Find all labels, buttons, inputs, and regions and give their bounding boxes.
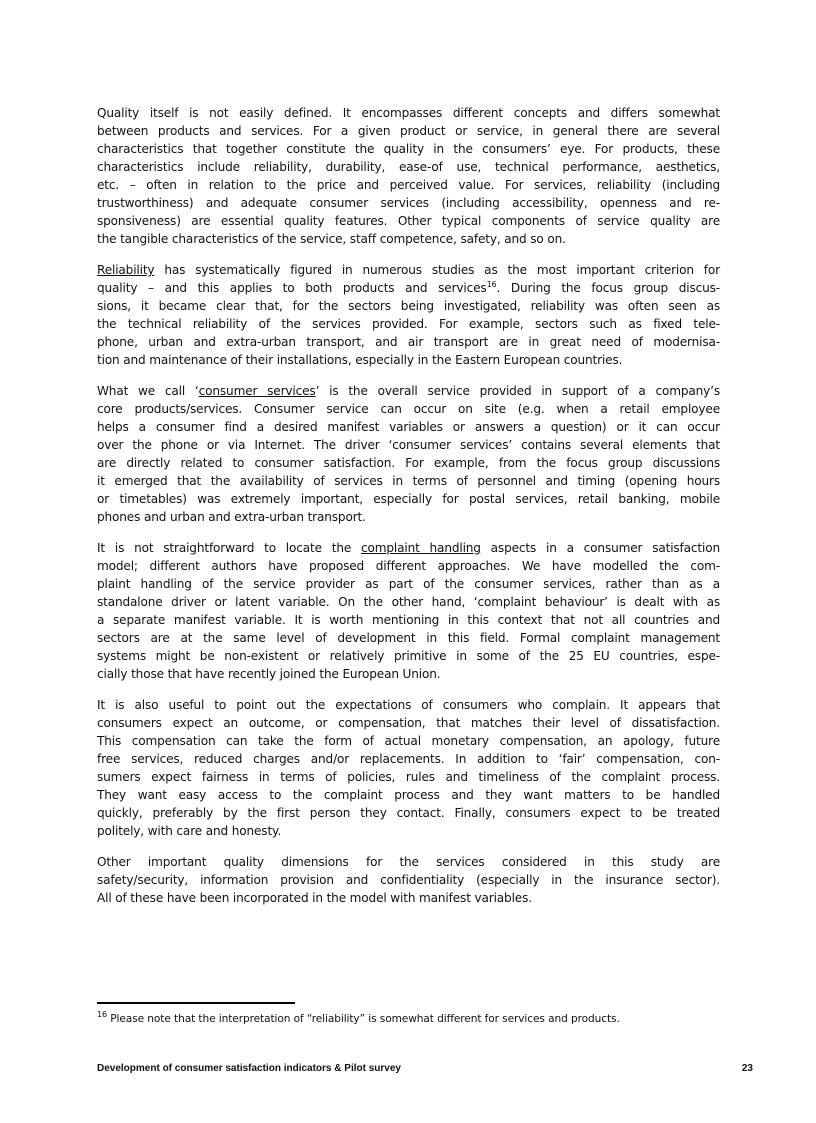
text-segment: tion and maintenance of their installations, especially in the Eastern European countries.	[97, 353, 623, 367]
text-line	[97, 822, 720, 840]
text-line	[97, 194, 720, 212]
text-segment: or timetables) was extremely important, especially for postal services, retail banking, mobile	[97, 492, 720, 506]
text-segment: model; different authors have proposed different approaches. We have modelled the com-	[97, 559, 720, 573]
text-segment: Other important quality dimensions for the services considered in this study are	[97, 855, 720, 869]
text-segment: etc. – often in relation to the price and perceived value. For services, reliability (including	[97, 178, 720, 192]
text-segment: sponsiveness) are essential quality features. Other typical components of service quality are	[97, 214, 720, 228]
text-segment: . During the focus group discus-	[496, 281, 720, 295]
footnote-reference: 16	[486, 280, 497, 289]
text-segment: All of these have been incorporated in the model with manifest variables.	[97, 891, 532, 905]
text-line	[97, 212, 720, 230]
text-line	[97, 750, 720, 768]
text-line	[97, 853, 720, 871]
text-line	[97, 230, 720, 248]
text-line	[97, 104, 720, 122]
text-line	[97, 786, 720, 804]
text-line	[97, 400, 720, 418]
text-line	[97, 297, 720, 315]
text-line	[97, 140, 720, 158]
text-segment: systems might be non-existent or relatively primitive in some of the 25 EU countries, espe-	[97, 649, 720, 663]
underlined-term: consumer services	[198, 384, 316, 398]
footnote-text: Please note that the interpretation of “reliability” is somewhat different for services and products.	[106, 1013, 620, 1025]
text-line	[97, 315, 720, 333]
text-segment: the technical reliability of the services provided. For example, sectors such as fixed tele-	[97, 317, 720, 331]
text-segment: are directly related to consumer satisfaction. For example, from the focus group discussions	[97, 456, 720, 470]
text-segment: It is not straightforward to locate the	[97, 541, 361, 555]
text-segment: aspects in a consumer satisfaction	[480, 541, 720, 555]
text-segment: ’ is the overall service provided in support of a company’s	[315, 384, 721, 398]
text-segment: free services, reduced charges and/or replacements. In addition to ‘fair’ compensation, con-	[97, 752, 720, 766]
text-line	[97, 261, 720, 279]
text-line	[97, 732, 720, 750]
text-line	[97, 714, 720, 732]
text-line	[97, 158, 720, 176]
text-segment: They want easy access to the complaint process and they want matters to be handled	[97, 788, 720, 802]
text-line	[97, 539, 720, 557]
paragraph	[97, 853, 720, 907]
paragraph	[97, 104, 720, 248]
underlined-term: complaint handling	[361, 541, 481, 555]
footer-title: Development of consumer satisfaction indicators & Pilot survey	[97, 1063, 401, 1074]
footnote	[97, 1010, 620, 1025]
text-segment: over the phone or via Internet. The driver ‘consumer services’ contains several elements that	[97, 438, 720, 452]
text-line	[97, 418, 720, 436]
text-segment: phone, urban and extra-urban transport, and air transport are in great need of modernisa-	[97, 335, 720, 349]
underlined-term: Reliability	[97, 263, 155, 277]
text-line	[97, 333, 720, 351]
text-segment: sions, it became clear that, for the sectors being investigated, reliability was often seen as	[97, 299, 720, 313]
text-line	[97, 436, 720, 454]
text-segment: sectors are at the same level of development in this field. Formal complaint management	[97, 631, 720, 645]
text-line	[97, 508, 720, 526]
footnote-number: 16	[97, 1010, 107, 1019]
text-segment: quickly, preferably by the first person they contact. Finally, consumers expect to be treated	[97, 806, 720, 820]
text-segment: helps a consumer find a desired manifest variables or answers a question) or it can occur	[97, 420, 720, 434]
text-segment: This compensation can take the form of actual monetary compensation, an apology, future	[97, 734, 720, 748]
text-segment: it emerged that the availability of services in terms of personnel and timing (opening hours	[97, 474, 720, 488]
text-segment: trustworthiness) and adequate consumer services (including accessibility, openness and re-	[97, 196, 720, 210]
text-line	[97, 647, 720, 665]
text-line	[97, 768, 720, 786]
text-segment: phones and urban and extra-urban transport.	[97, 510, 366, 524]
text-segment: has systematically figured in numerous studies as the most important criterion for	[154, 263, 720, 277]
text-segment: safety/security, information provision and confidentiality (especially in the insurance sector).	[97, 873, 720, 887]
text-segment: consumers expect an outcome, or compensation, that matches their level of dissatisfaction.	[97, 716, 720, 730]
footnote-separator	[97, 1002, 295, 1004]
body-text	[97, 104, 720, 920]
text-segment: a separate manifest variable. It is worth mentioning in this context that not all countries and	[97, 613, 720, 627]
text-segment: Quality itself is not easily defined. It encompasses different concepts and differs somewhat	[97, 106, 720, 120]
text-line	[97, 279, 720, 297]
text-segment: characteristics include reliability, durability, ease-of use, technical performance, aesthetics,	[97, 160, 720, 174]
text-line	[97, 575, 720, 593]
text-line	[97, 382, 720, 400]
text-line	[97, 593, 720, 611]
text-segment: standalone driver or latent variable. On the other hand, ‘complaint behaviour’ is dealt with as	[97, 595, 720, 609]
text-line	[97, 351, 720, 369]
text-line	[97, 629, 720, 647]
text-segment: cially those that have recently joined the European Union.	[97, 667, 441, 681]
text-line	[97, 472, 720, 490]
text-segment: characteristics that together constitute the quality in the consumers’ eye. For products, these	[97, 142, 720, 156]
text-line	[97, 611, 720, 629]
text-line	[97, 871, 720, 889]
text-segment: What we call ‘	[97, 384, 199, 398]
text-segment: quality – and this applies to both products and services	[97, 281, 487, 295]
paragraph	[97, 539, 720, 683]
page-footer	[97, 1063, 753, 1074]
text-line	[97, 176, 720, 194]
text-line	[97, 889, 720, 907]
text-line	[97, 454, 720, 472]
text-segment: sumers expect fairness in terms of policies, rules and timeliness of the complaint process.	[97, 770, 720, 784]
page-number: 23	[741, 1063, 753, 1074]
text-line	[97, 804, 720, 822]
text-segment: the tangible characteristics of the service, staff competence, safety, and so on.	[97, 232, 566, 246]
text-segment: core products/services. Consumer service can occur on site (e.g. when a retail employee	[97, 402, 720, 416]
paragraph	[97, 382, 720, 526]
text-line	[97, 122, 720, 140]
paragraph	[97, 696, 720, 840]
text-segment: plaint handling of the service provider as part of the consumer services, rather than as a	[97, 577, 720, 591]
text-line	[97, 557, 720, 575]
text-line	[97, 665, 720, 683]
text-line	[97, 696, 720, 714]
paragraph	[97, 261, 720, 369]
text-segment: It is also useful to point out the expectations of consumers who complain. It appears that	[97, 698, 720, 712]
text-line	[97, 490, 720, 508]
text-segment: politely, with care and honesty.	[97, 824, 282, 838]
text-segment: between products and services. For a given product or service, in general there are several	[97, 124, 720, 138]
